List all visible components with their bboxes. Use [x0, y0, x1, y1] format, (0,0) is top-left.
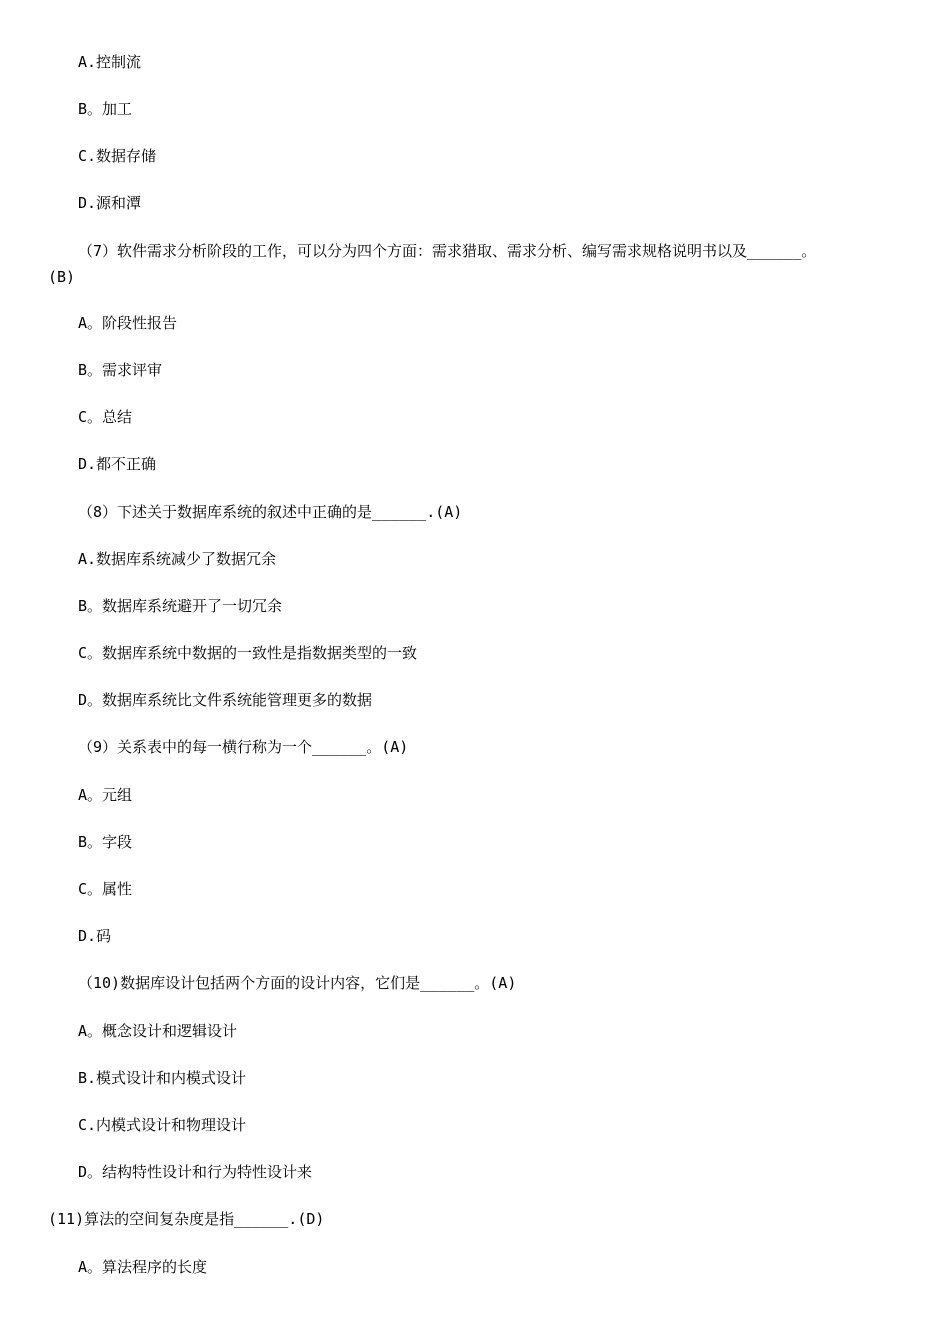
question-7-answer: (B) [48, 268, 76, 286]
option-line: A。概念设计和逻辑设计 [78, 1022, 238, 1040]
option-line: A.数据库系统减少了数据冗余 [78, 550, 277, 568]
option-line: D。结构特性设计和行为特性设计来 [78, 1163, 313, 1181]
option-line: D.都不正确 [78, 455, 157, 473]
option-line: C.数据存储 [78, 147, 157, 165]
option-line: A。元组 [78, 786, 133, 804]
option-line: A。阶段性报告 [78, 314, 178, 332]
option-line: A.控制流 [78, 53, 142, 71]
option-line: D.码 [78, 927, 112, 945]
question-7-text: （7）软件需求分析阶段的工作，可以分为四个方面：需求猎取、需求分析、编写需求规格说明书以及______。 [78, 242, 817, 260]
option-line: C。数据库系统中数据的一致性是指数据类型的一致 [78, 644, 418, 662]
question-8-text: （8）下述关于数据库系统的叙述中正确的是______.(A) [78, 503, 463, 521]
question-10-text: （10)数据库设计包括两个方面的设计内容，它们是______。(A) [78, 974, 517, 992]
option-line: B。加工 [78, 100, 133, 118]
option-line: C。属性 [78, 880, 133, 898]
option-line: C.内模式设计和物理设计 [78, 1116, 247, 1134]
option-line: B。字段 [78, 833, 133, 851]
option-line: B。数据库系统避开了一切冗余 [78, 597, 283, 615]
question-9-text: （9）关系表中的每一横行称为一个______。(A) [78, 738, 409, 756]
option-line: C。总结 [78, 408, 133, 426]
question-11-text: (11)算法的空间复杂度是指______.(D) [48, 1210, 325, 1228]
option-line: D.源和潭 [78, 194, 142, 212]
option-line: B.模式设计和内模式设计 [78, 1069, 247, 1087]
option-line: D。数据库系统比文件系统能管理更多的数据 [78, 691, 373, 709]
option-line: A。算法程序的长度 [78, 1258, 208, 1276]
option-line: B。需求评审 [78, 361, 163, 379]
